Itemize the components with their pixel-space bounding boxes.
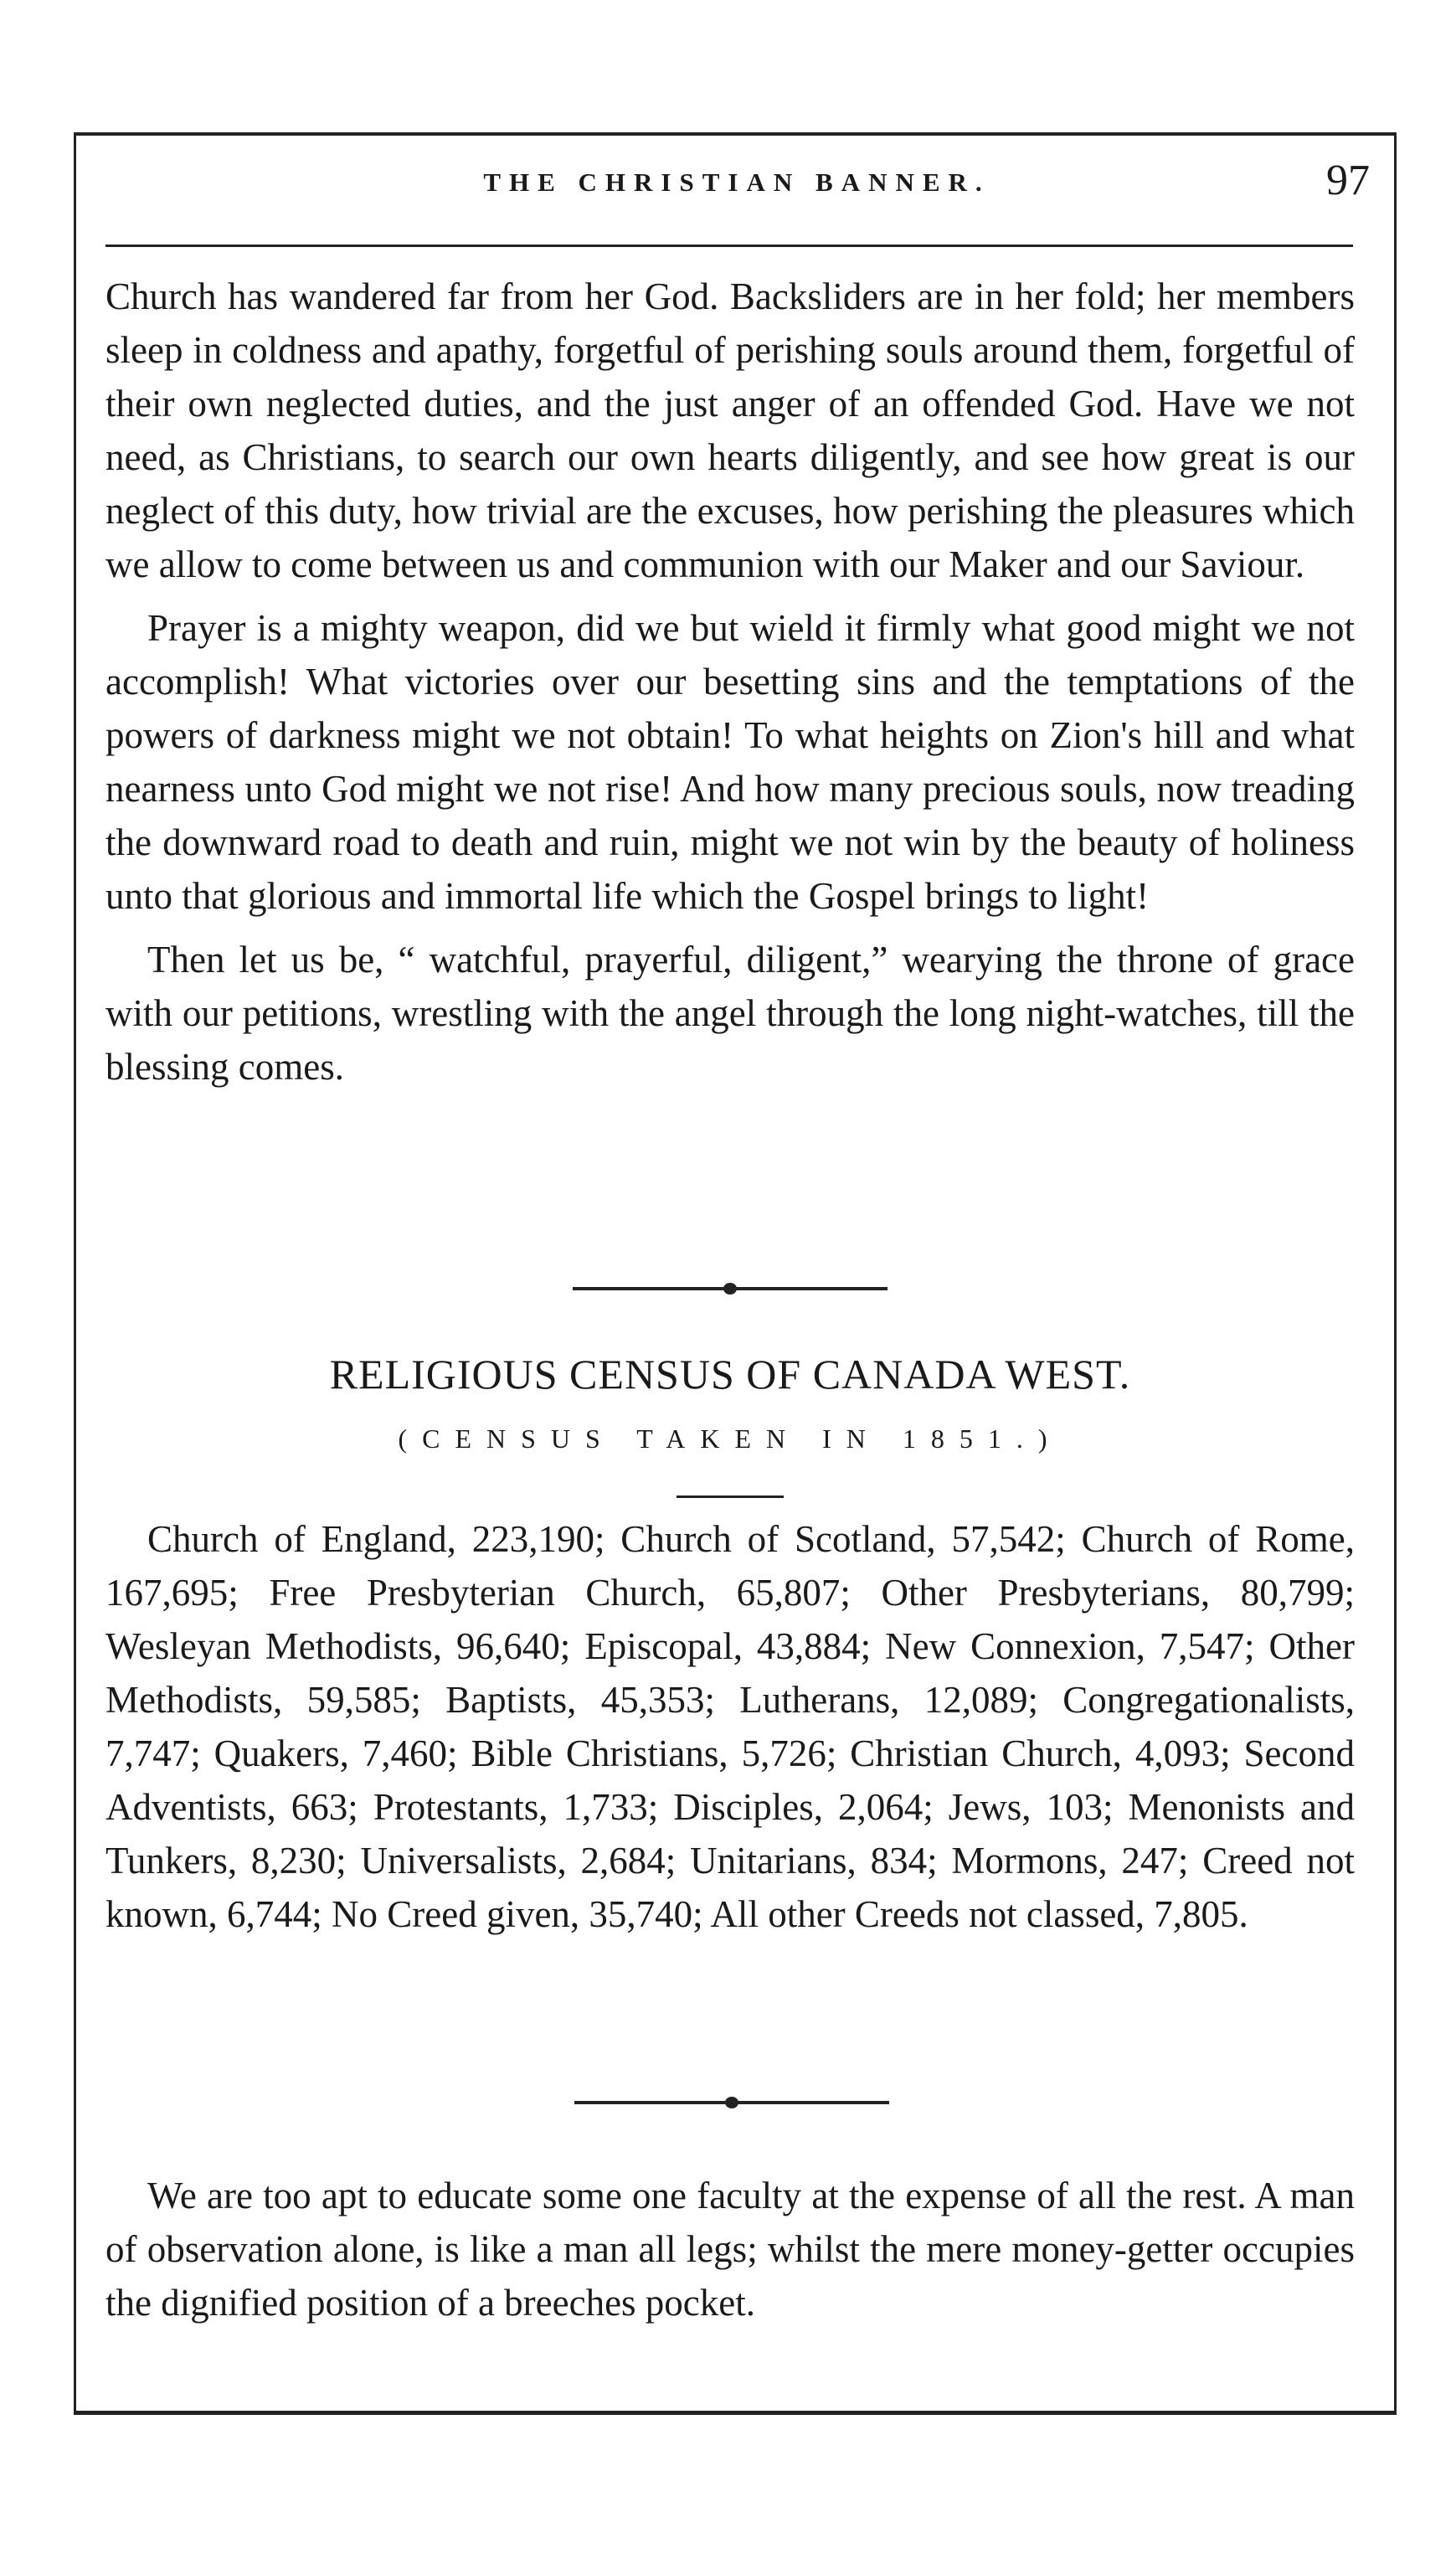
section-heading: RELIGIOUS CENSUS OF CANADA WEST. — [329, 1351, 1131, 1398]
article-paragraph: Then let us be, “ watchful, prayerful, diligent,” wearying the throne of grace with our petitions, wrestling with the angel through the long night-watches, till the blessing comes. — [105, 939, 1355, 1088]
article-paragraph: Church has wandered far from her God. Backsliders are in her fold; her members sleep in coldness and apathy, forgetful of perishing souls around them, forgetful of their own neglected duties, and the just anger of an offended God. Have we not need, as Christians, to search our own hearts diligently, and see how great is our neglect of this duty, how trivial are the excuses, how perishing the pleasures which we allow to come between us and communion with our Maker and our Saviour. — [105, 275, 1355, 585]
ornament-dot — [725, 2097, 738, 2108]
header-rule — [105, 245, 1353, 247]
subheading-rule — [677, 1495, 784, 1498]
article-paragraph: Prayer is a mighty weapon, did we but wield it firmly what good might we not accomplish! What victories over our besetting sins and the temptations of the powers of darkness might we not obtain! To what heights on Zion's hill and what nearness unto God might we not rise! And how many precious souls, now treading the downward road to death and ruin, might we not win by the beauty of holiness unto that glorious and immortal life which the Gospel brings to light! — [105, 607, 1355, 917]
closing-paragraph: We are too apt to educate some one faculty at the expense of all the rest. A man of observation alone, is like a man all legs; whilst the mere money-getter occupies the dignified position of a breeches pocket. — [105, 2175, 1355, 2324]
census-paragraph: Church of England, 223,190; Church of Scotland, 57,542; Church of Rome, 167,695; Free Presbyterian Church, 65,807; Other Presbyterians, 80,799; Wesleyan Methodists, 96,640; Episcopal, 43,884; New Connexion, 7,547; Other Methodists, 59,585; Baptists, 45,353; Lutherans, 12,089; Congregationalists, 7,747; Quakers, 7,460; Bible Christians, 5,726; Christian Church, 4,093; Second Adventists, 663; Protestants, 1,733; Disciples, 2,064; Jews, 103; Menonists and Tunkers, 8,230; Universalists, 2,684; Unitarians, 834; Mormons, 247; Creed not known, 6,744; No Creed given, 35,740; All other Creeds not classed, 7,805. — [105, 1518, 1355, 1935]
closing-body — [105, 2169, 1355, 2340]
census-body — [105, 1512, 1355, 1951]
article-body — [105, 270, 1355, 1094]
running-head — [92, 156, 1381, 214]
running-title: THE CHRISTIAN BANNER. — [483, 167, 990, 197]
page-number: 97 — [1326, 157, 1370, 204]
section-ornament — [573, 1287, 887, 1290]
section-subheading: (CENSUS TAKEN IN 1851.) — [398, 1423, 1062, 1454]
ornament-dot — [723, 1283, 737, 1295]
section-ornament — [574, 2101, 889, 2104]
